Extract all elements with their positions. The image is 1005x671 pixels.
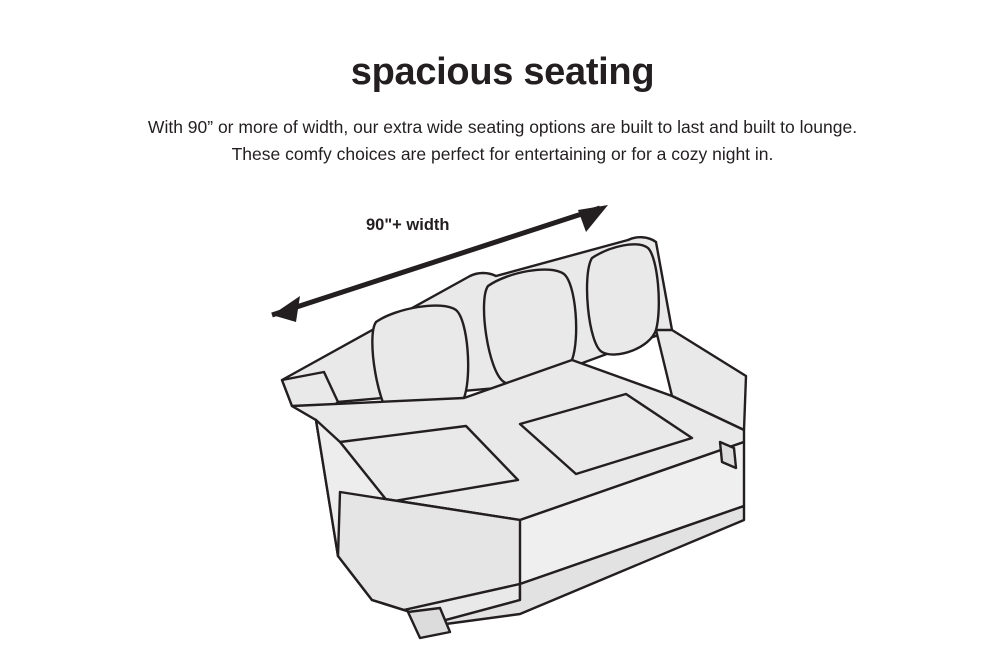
- page-title: spacious seating: [350, 51, 655, 93]
- description-line-2: These comfy choices are perfect for entertaining or for a cozy night in.: [231, 144, 774, 165]
- dimension-label: 90"+ width: [366, 216, 450, 234]
- sofa-body: [282, 237, 746, 638]
- sofa-illustration: [220, 180, 840, 650]
- description-text: [50, 114, 955, 168]
- description-line-1: With 90” or more of width, our extra wide seating options are built to last and built to lounge.: [147, 117, 858, 137]
